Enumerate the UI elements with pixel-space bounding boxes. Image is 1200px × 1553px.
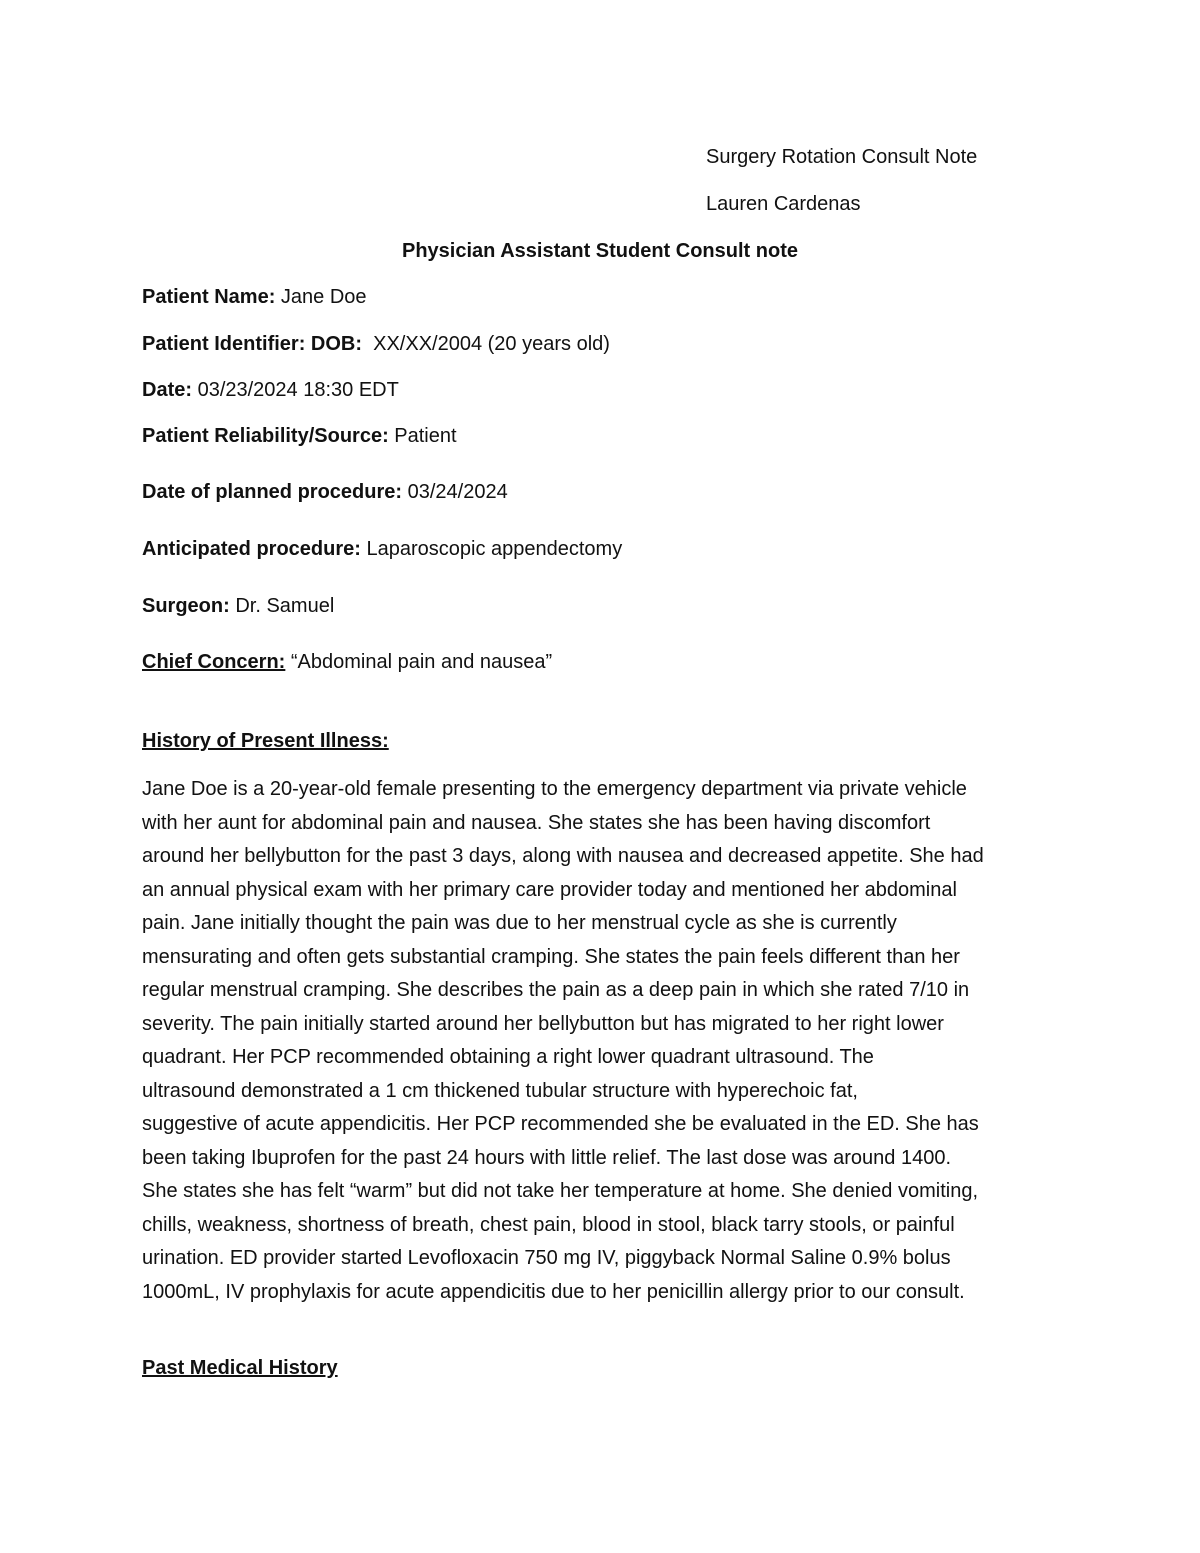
hpi-line: regular menstrual cramping. She describes the pain as a deep pain in which she rated 7/10 in bbox=[142, 979, 970, 1001]
hpi-line: mensurating and often gets substantial cramping. She states the pain feels different than her bbox=[142, 945, 960, 968]
hpi-line: chills, weakness, shortness of breath, chest pain, blood in stool, black tarry stools, or painful bbox=[142, 1213, 955, 1236]
planned-procedure-date-field bbox=[142, 480, 508, 504]
pmh-heading: Past Medical History bbox=[142, 1357, 338, 1379]
surgeon-field bbox=[142, 594, 334, 618]
hpi-line: around her bellybutton for the past 3 days, along with nausea and decreased appetite. She had bbox=[142, 845, 984, 867]
patient-identifier-value: XX/XX/2004 (20 years old) bbox=[362, 333, 610, 355]
hpi-paragraph bbox=[142, 773, 1072, 1309]
anticipated-procedure-value: Laparoscopic appendectomy bbox=[360, 538, 623, 560]
note-type-header: Surgery Rotation Consult Note bbox=[706, 146, 978, 168]
date-value: 03/23/2024 18:30 EDT bbox=[192, 379, 399, 401]
reliability-value: Patient bbox=[388, 425, 457, 447]
reliability-field bbox=[142, 424, 457, 448]
anticipated-procedure-label: Anticipated procedure: bbox=[142, 538, 361, 560]
patient-name-label: Patient Name: bbox=[142, 286, 276, 308]
hpi-line: She states she has felt “warm” but did not take her temperature at home. She denied vomiting, bbox=[142, 1180, 979, 1202]
hpi-heading: History of Present Illness: bbox=[142, 730, 389, 752]
hpi-line: urination. ED provider started Levofloxacin 750 mg IV, piggyback Normal Saline 0.9% bolus bbox=[142, 1247, 951, 1269]
hpi-line: 1000mL, IV prophylaxis for acute appendicitis due to her penicillin allergy prior to our consult. bbox=[142, 1280, 965, 1303]
surgeon-value: Dr. Samuel bbox=[229, 595, 335, 617]
hpi-line: severity. The pain initially started around her bellybutton but has migrated to her right lower bbox=[142, 1012, 944, 1035]
chief-concern-label: Chief Concern: bbox=[142, 651, 286, 673]
patient-identifier-label: Patient Identifier: DOB: bbox=[142, 333, 363, 355]
reliability-label: Patient Reliability/Source: bbox=[142, 425, 389, 447]
author-name: Lauren Cardenas bbox=[706, 193, 861, 215]
planned-procedure-date-label: Date of planned procedure: bbox=[142, 481, 403, 503]
anticipated-procedure-field bbox=[142, 537, 622, 561]
chief-concern-field bbox=[142, 650, 552, 674]
document-title: Physician Assistant Student Consult note bbox=[402, 240, 798, 262]
hpi-line: been taking Ibuprofen for the past 24 hours with little relief. The last dose was around 1400. bbox=[142, 1146, 952, 1169]
hpi-line: Jane Doe is a 20-year-old female presenting to the emergency department via private vehicle bbox=[142, 778, 967, 800]
patient-identifier-field bbox=[142, 332, 610, 356]
patient-name-field bbox=[142, 285, 367, 309]
hpi-line: ultrasound demonstrated a 1 cm thickened tubular structure with hyperechoic fat, bbox=[142, 1079, 858, 1102]
chief-concern-value: “Abdominal pain and nausea” bbox=[285, 651, 553, 673]
surgeon-label: Surgeon: bbox=[142, 595, 230, 617]
patient-name-value: Jane Doe bbox=[275, 286, 367, 308]
date-field bbox=[142, 378, 399, 402]
planned-procedure-date-value: 03/24/2024 bbox=[402, 481, 508, 503]
hpi-line: with her aunt for abdominal pain and nausea. She states she has been having discomfort bbox=[142, 811, 931, 834]
hpi-line: an annual physical exam with her primary care provider today and mentioned her abdominal bbox=[142, 878, 957, 901]
hpi-line: suggestive of acute appendicitis. Her PCP recommended she be evaluated in the ED. She has bbox=[142, 1113, 979, 1135]
hpi-line: pain. Jane initially thought the pain was due to her menstrual cycle as she is currently bbox=[142, 912, 897, 934]
date-label: Date: bbox=[142, 379, 193, 401]
hpi-line: quadrant. Her PCP recommended obtaining a right lower quadrant ultrasound. The bbox=[142, 1046, 874, 1068]
